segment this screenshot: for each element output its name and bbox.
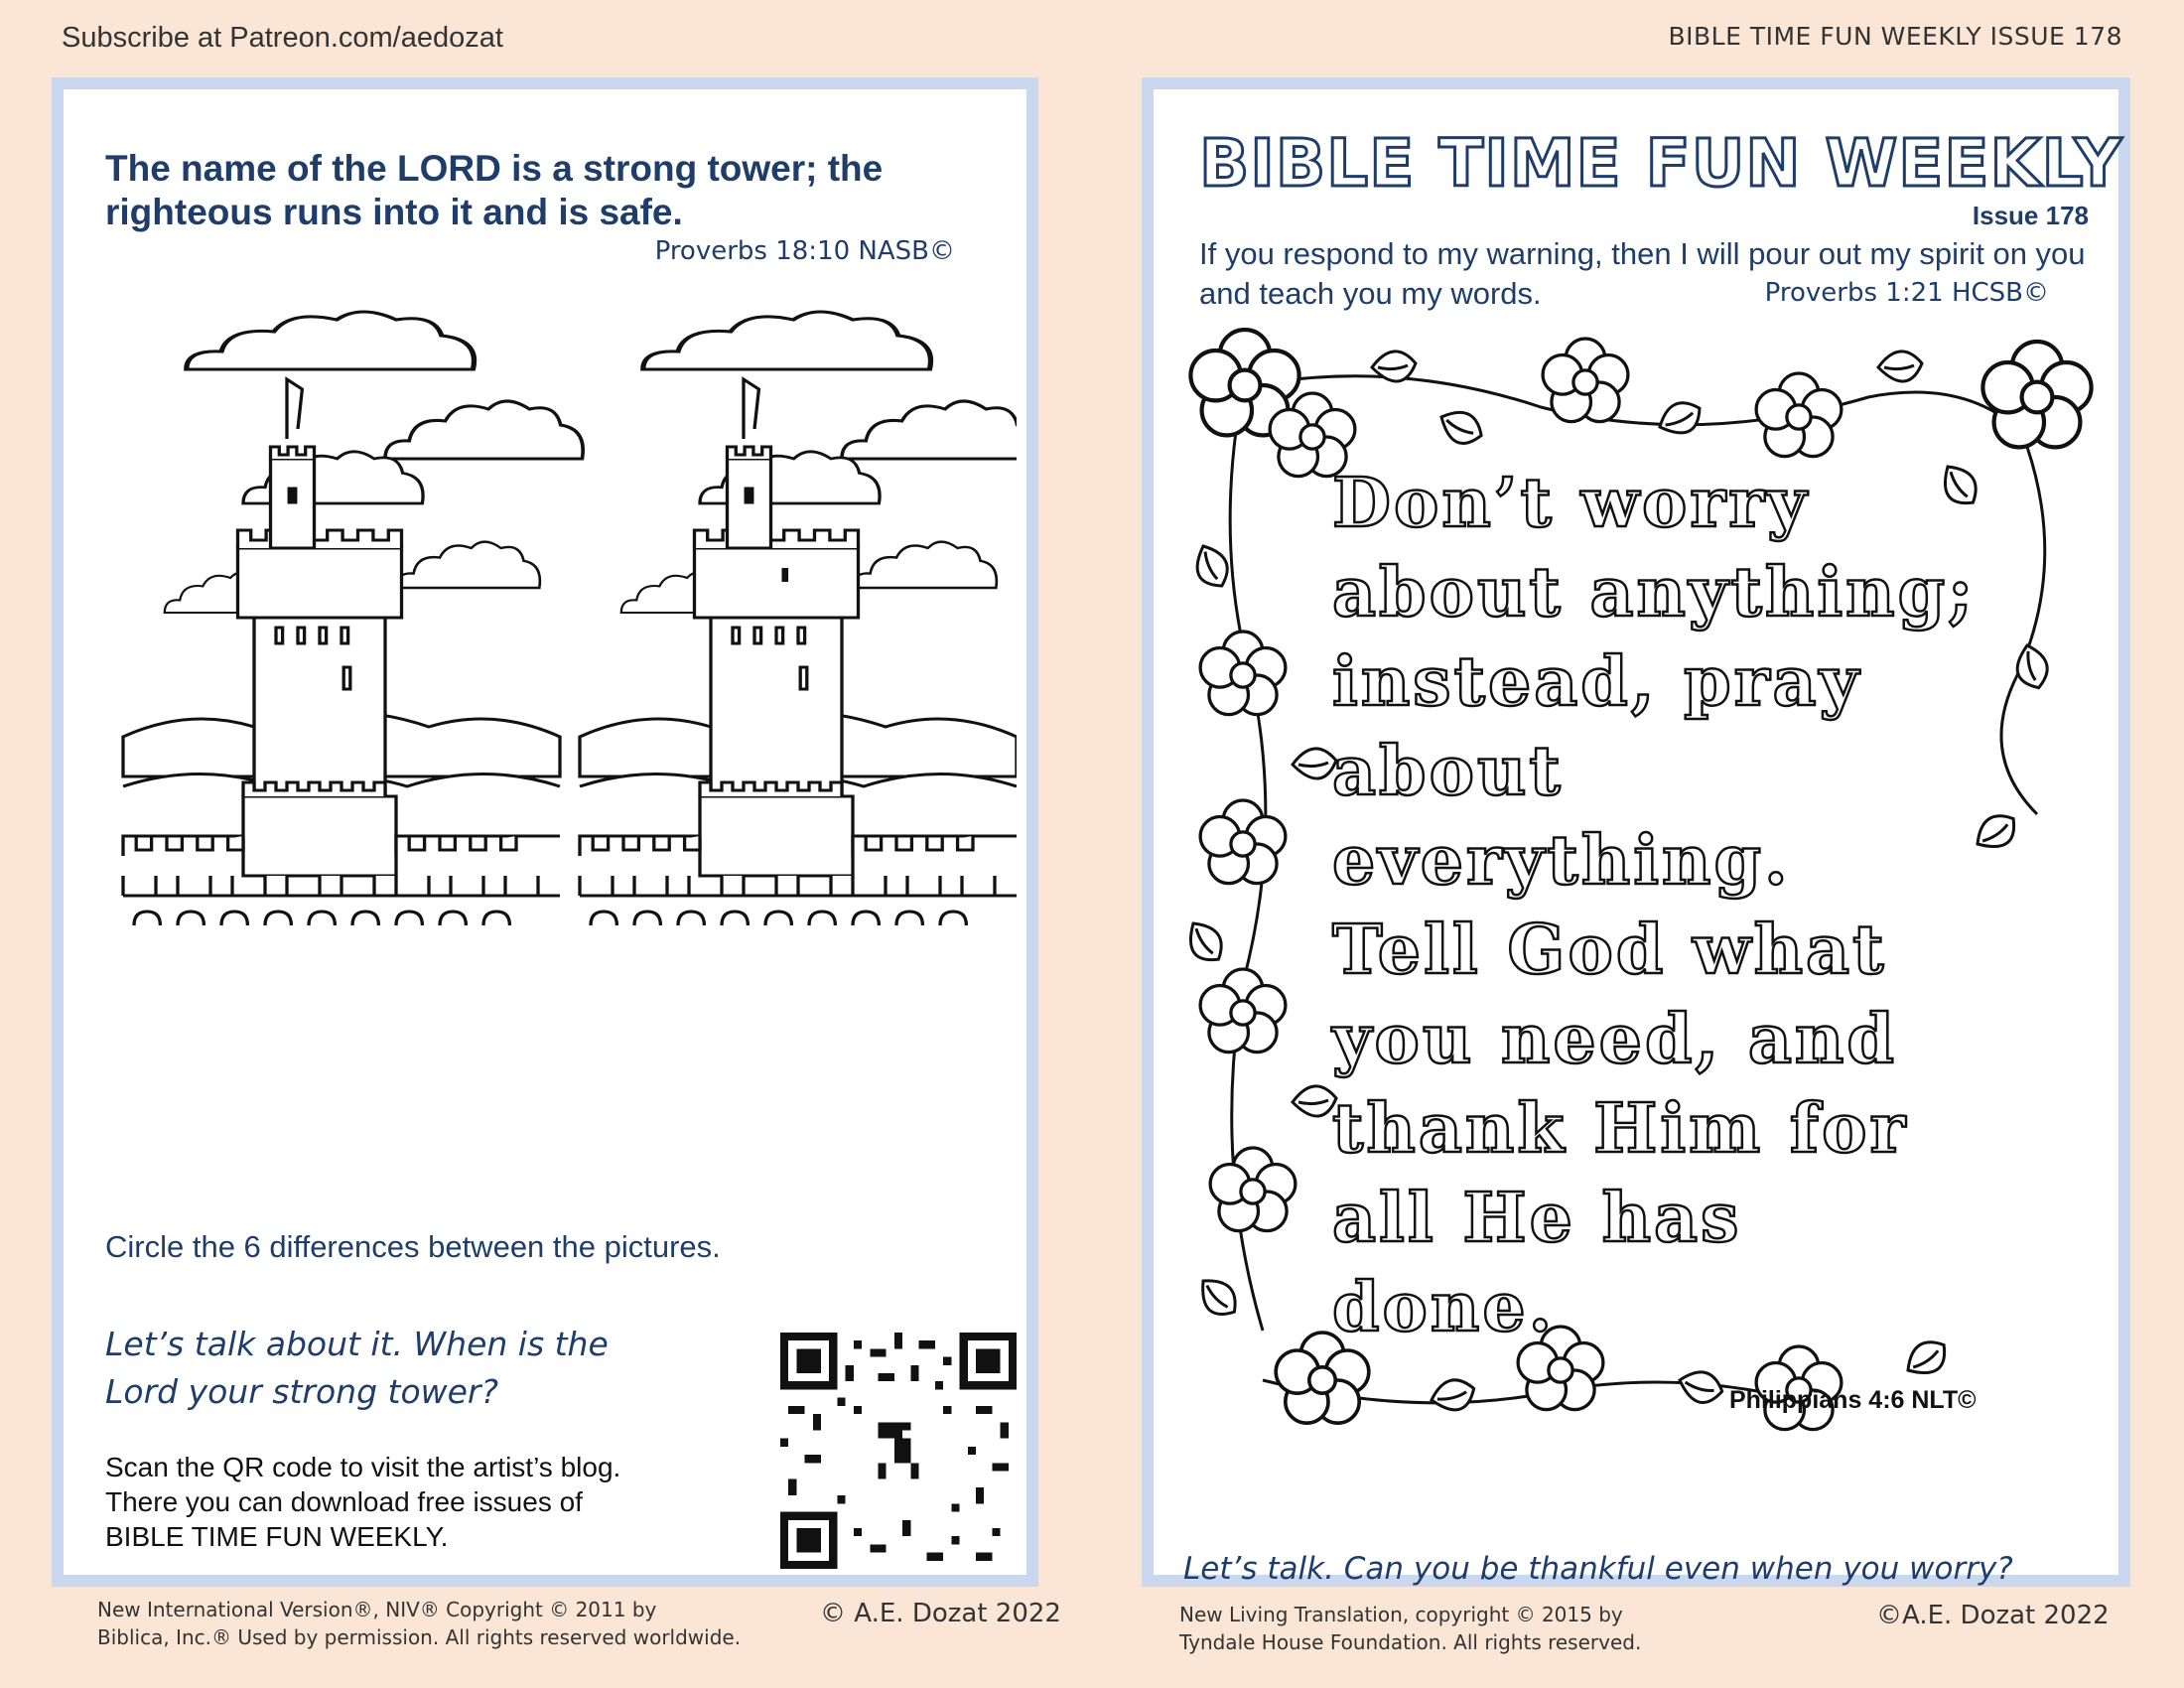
- subscribe-text: Subscribe at Patreon.com/aedozat: [62, 22, 503, 54]
- scan-line-1: Scan the QR code to visit the artist’s blog.: [105, 1452, 621, 1482]
- right-copyright: ©A.E. Dozat 2022: [1876, 1601, 2110, 1630]
- right-discussion-question: Let’s talk. Can you be thankful even when you worry?: [1183, 1551, 2013, 1587]
- coloring-line-2: about anything;: [1332, 553, 1977, 633]
- scan-line-2: There you can download free issues of: [105, 1486, 583, 1517]
- scan-line-3: BIBLE TIME FUN WEEKLY.: [105, 1521, 449, 1552]
- qr-code[interactable]: [780, 1333, 1017, 1569]
- left-license-line-2: Biblica, Inc.® Used by permission. All rights reserved worldwide.: [97, 1625, 742, 1649]
- left-copyright: © A.E. Dozat 2022: [820, 1599, 1061, 1628]
- issue-number: Issue 178: [1972, 201, 2089, 230]
- right-verse-ref: Proverbs 1:21 HCSB©: [1764, 278, 2049, 308]
- coloring-text: [1331, 464, 1976, 1347]
- scan-qr-text: [105, 1450, 721, 1554]
- right-verse: If you respond to my warning, then I will pour out my spirit on you and teach you my words.: [1199, 236, 2086, 311]
- coloring-line-3: instead, pray: [1332, 642, 1862, 722]
- right-tower-picture: [580, 312, 1017, 925]
- left-panel: [52, 77, 1038, 1587]
- left-tower-picture: [123, 312, 583, 925]
- coloring-line-1: Don’t worry: [1332, 464, 1810, 543]
- coloring-line-8: thank Him for: [1332, 1089, 1909, 1169]
- coloring-line-4: about: [1332, 732, 1564, 811]
- masthead-title: BIBLE TIME FUN WEEKLY: [1199, 125, 2123, 202]
- floral-coloring-page: [1183, 328, 2097, 1465]
- left-verse-ref: Proverbs 18:10 NASB©: [654, 236, 955, 266]
- left-license: [97, 1596, 741, 1651]
- coloring-line-10: done.: [1332, 1268, 1556, 1347]
- left-verse: The name of the LORD is a strong tower; the righteous runs into it and is safe.: [105, 148, 884, 232]
- coloring-verse-ref: Philippians 4:6 NLT©: [1729, 1386, 1977, 1414]
- right-license-line-1: New Living Translation, copyright © 2015 by: [1179, 1603, 1623, 1626]
- left-discussion-question: Let’s talk about it. When is the Lord your strong tower?: [105, 1325, 609, 1411]
- right-license-line-2: Tyndale House Foundation. All rights reserved.: [1179, 1630, 1642, 1654]
- left-license-line-1: New International Version®, NIV® Copyright © 2011 by: [97, 1598, 657, 1621]
- right-license: [1179, 1601, 1641, 1656]
- right-panel: [1142, 77, 2130, 1587]
- spot-the-difference-illustration: [83, 310, 1017, 1094]
- difference-instruction: Circle the 6 differences between the pictures.: [105, 1229, 721, 1264]
- coloring-line-7: you need, and: [1332, 1000, 1897, 1079]
- coloring-line-6: Tell God what: [1332, 911, 1887, 990]
- issue-header: BIBLE TIME FUN WEEKLY ISSUE 178: [1668, 22, 2122, 51]
- coloring-line-5: everything.: [1332, 821, 1791, 901]
- coloring-line-9: all He has: [1332, 1179, 1742, 1258]
